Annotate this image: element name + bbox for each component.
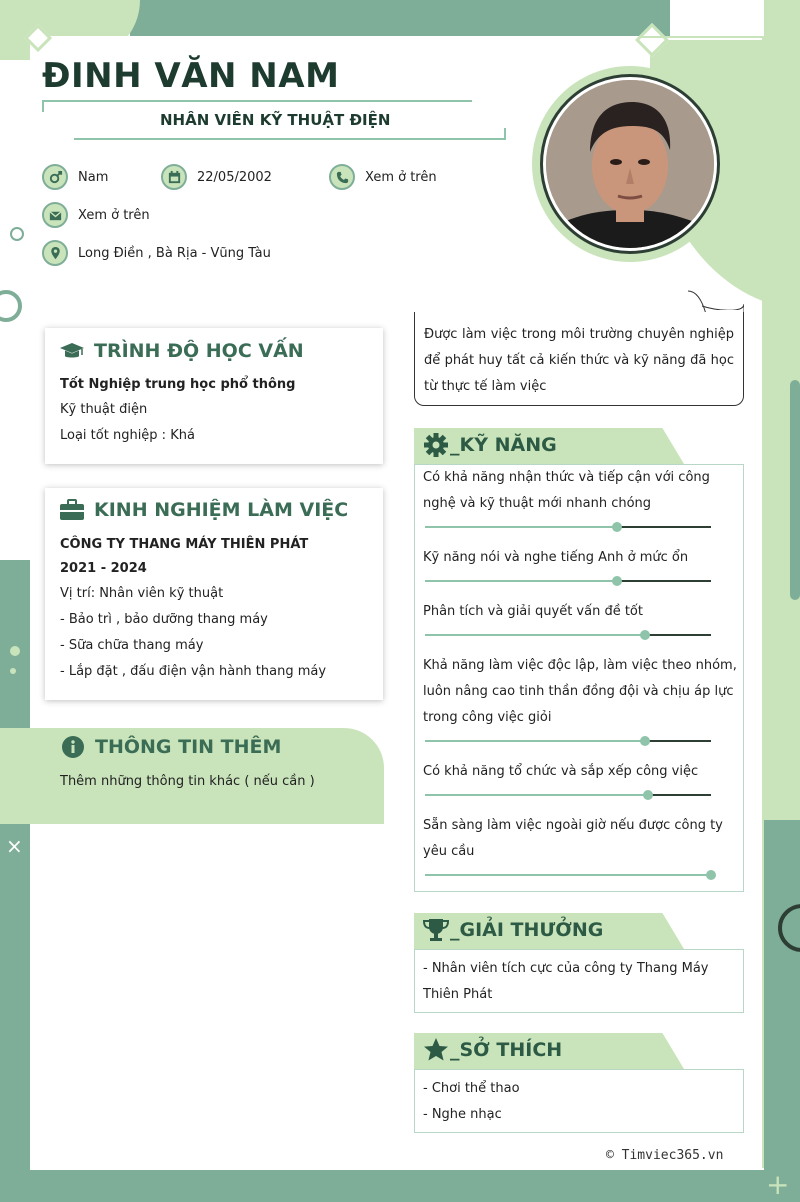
info-email [42, 202, 150, 228]
skill-text: Sẵn sàng làm việc ngoài giờ nếu được công ty yêu cầu [423, 818, 723, 859]
skill-bar-fill [425, 634, 645, 636]
awards-heading-label [422, 917, 603, 943]
info-address [42, 240, 271, 266]
skill-bar-knob [612, 576, 622, 586]
location-icon [42, 240, 68, 266]
decor-frame-line [762, 38, 764, 1168]
decor-dot [10, 646, 20, 656]
skill-bar-knob [640, 736, 650, 746]
career-objective: Được làm việc trong môi trường chuyên nghiệp để phát huy tất cả kiến thức và kỹ năng đã học từ thực tế làm việc [414, 312, 744, 406]
hobby-item: - Nghe nhạc [423, 1107, 502, 1122]
info-phone [329, 164, 437, 190]
education-heading [59, 340, 304, 362]
skill-bar [425, 580, 711, 582]
skill-text: Có khả năng tổ chức và sắp xếp công việc [423, 764, 699, 779]
awards-heading [414, 913, 684, 949]
decor-side-pill [790, 380, 800, 600]
briefcase-icon [59, 499, 85, 521]
decor-dot [10, 668, 16, 674]
skill-bar [425, 740, 711, 742]
education-grade: Loại tốt nghiệp : Khá [60, 428, 195, 443]
hobbies-heading [414, 1033, 684, 1069]
skill-bar-fill [425, 740, 645, 742]
job-title: NHÂN VIÊN KỸ THUẬT ĐIỆN [160, 111, 391, 129]
header-divider [42, 100, 472, 102]
skill-bar-knob [640, 630, 650, 640]
trophy-icon [422, 917, 450, 943]
star-icon [422, 1037, 450, 1063]
skill-bar-fill [425, 580, 617, 582]
awards-title: _GIẢI THƯỞNG [450, 919, 604, 941]
experience-section [45, 488, 383, 700]
extra-info-title: THÔNG TIN THÊM [95, 736, 282, 758]
hobbies-list [414, 1069, 744, 1133]
decor-left-band [0, 560, 30, 1202]
awards-list [414, 949, 744, 1013]
skills-heading [414, 428, 684, 464]
decor-ring [10, 227, 24, 241]
gender-value: Nam [78, 169, 109, 185]
skill-bar-fill [425, 874, 711, 876]
experience-duty: - Lắp đặt , đấu điện vận hành thang máy [60, 664, 327, 679]
skills-heading-label [422, 432, 557, 458]
skill-text: Khả năng làm việc độc lập, làm việc theo nhóm, luôn nâng cao tinh thần đồng đội và chịu áp lực trong công việc giỏi [423, 658, 737, 725]
candidate-name: ĐINH VĂN NAM [42, 56, 340, 96]
hobbies-heading-label [422, 1037, 562, 1063]
email-icon [42, 202, 68, 228]
extra-info-heading [60, 736, 281, 758]
info-icon [60, 736, 86, 758]
extra-info-text: Thêm những thông tin khác ( nếu cần ) [60, 774, 315, 789]
skill-bar-fill [425, 794, 648, 796]
skill-bar-knob [612, 522, 622, 532]
education-title: TRÌNH ĐỘ HỌC VẤN [94, 340, 304, 362]
decor-plus: + [766, 1168, 790, 1201]
decor-cross: × [6, 834, 23, 858]
hobbies-title: _SỞ THÍCH [450, 1039, 563, 1061]
decor-top-band [130, 0, 670, 36]
gender-icon [42, 164, 68, 190]
skills-title: _KỸ NĂNG [450, 434, 557, 456]
skill-bar-knob [706, 870, 716, 880]
experience-title: KINH NGHIỆM LÀM VIỆC [94, 499, 349, 521]
avatar [546, 80, 714, 248]
calendar-icon [161, 164, 187, 190]
bubble-tail [688, 290, 744, 314]
skill-text: Phân tích và giải quyết vấn đề tốt [423, 604, 643, 619]
experience-company: CÔNG TY THANG MÁY THIÊN PHÁT [60, 537, 309, 552]
skills-list [414, 464, 744, 892]
experience-duty: - Bảo trì , bảo dưỡng thang máy [60, 612, 268, 627]
extra-info-section [0, 728, 384, 824]
experience-duty: - Sữa chữa thang máy [60, 638, 204, 653]
email-value: Xem ở trên [78, 207, 150, 223]
experience-heading [59, 499, 348, 521]
education-major: Kỹ thuật điện [60, 402, 148, 417]
address-value: Long Điền , Bà Rịa - Vũng Tàu [78, 245, 271, 261]
skill-text: Có khả năng nhận thức và tiếp cận với công nghệ và kỹ thuật mới nhanh chóng [423, 470, 710, 511]
decor-frame-line [640, 36, 764, 38]
award-item: - Nhân viên tích cực của công ty Thang Máy Thiên Phát [423, 961, 709, 1002]
skill-bar-fill [425, 526, 617, 528]
decor-bottom-band [0, 1170, 800, 1202]
education-school: Tốt Nghiệp trung học phổ thông [60, 377, 296, 392]
gear-icon [422, 432, 450, 458]
skill-bar [425, 794, 711, 796]
experience-position: Vị trí: Nhân viên kỹ thuật [60, 586, 224, 601]
footer-brand: © Timviec365.vn [606, 1148, 724, 1163]
skill-bar [425, 874, 711, 876]
decor-ring [0, 290, 22, 322]
skill-bar-knob [643, 790, 653, 800]
phone-value: Xem ở trên [365, 169, 437, 185]
info-birthday [161, 164, 272, 190]
info-gender [42, 164, 108, 190]
skill-bar [425, 526, 711, 528]
education-section [45, 328, 383, 464]
header-divider [74, 138, 506, 140]
hobby-item: - Chơi thể thao [423, 1081, 520, 1096]
decor-right-green [760, 820, 800, 1202]
experience-period: 2021 - 2024 [60, 561, 147, 576]
skill-text: Kỹ năng nói và nghe tiếng Anh ở mức ổn [423, 550, 689, 565]
phone-icon [329, 164, 355, 190]
birthday-value: 22/05/2002 [197, 169, 272, 185]
skill-bar [425, 634, 711, 636]
graduation-cap-icon [59, 340, 85, 362]
